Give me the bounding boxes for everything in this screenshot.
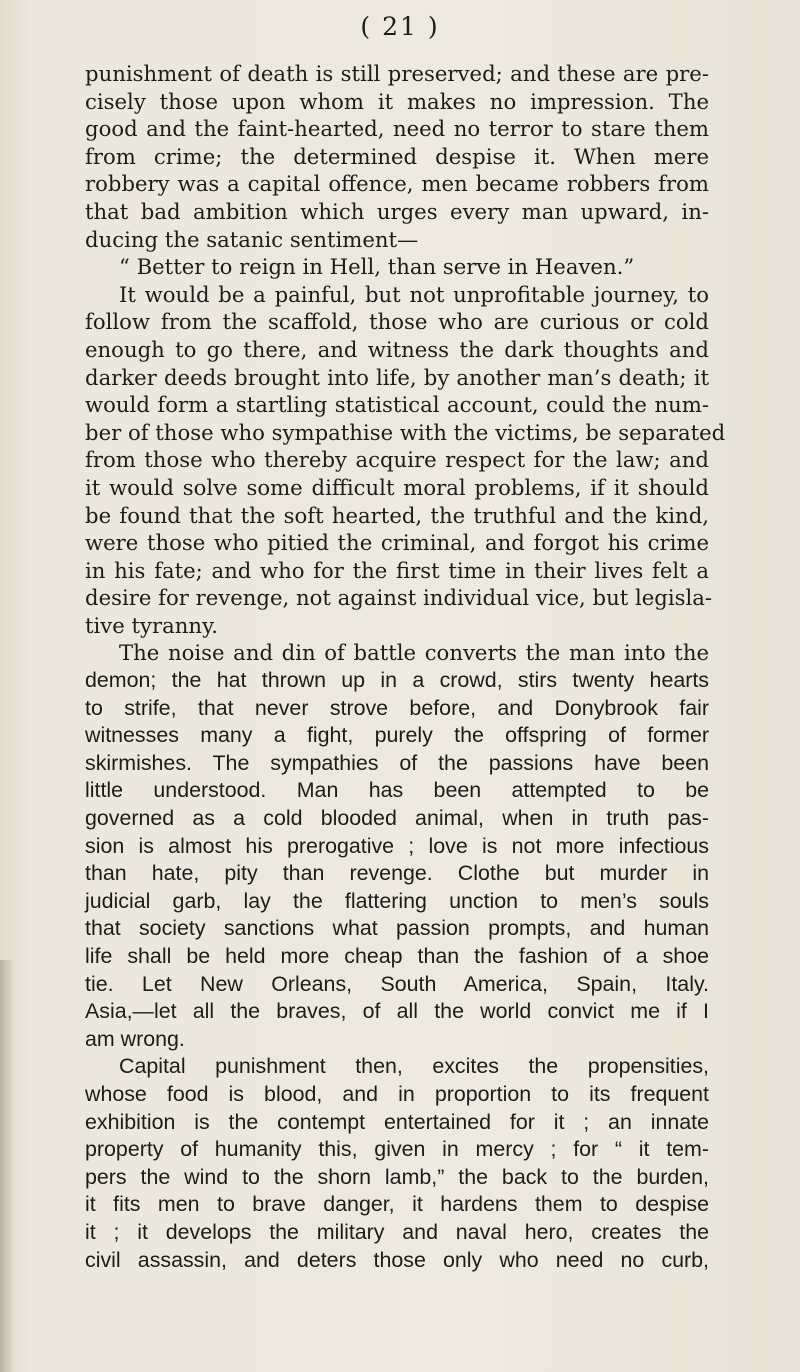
text-line: exhibition is the contempt entertained for it ; an innate — [85, 1109, 709, 1134]
text-line: it ; it develops the military and naval hero, creates the — [85, 1219, 709, 1244]
text-line: in his fate; and who for the first time in their lives felt a — [85, 557, 709, 583]
paragraph-start-line: Capital punishment then, excites the propensities, — [119, 1054, 709, 1079]
text-line: sion is almost his prerogative ; love is not more infectious — [85, 833, 709, 858]
text-line: from crime; the determined despise it. When mere — [85, 143, 709, 169]
text-line: desire for revenge, not against individual vice, but legisla- — [85, 585, 713, 611]
text-line: it fits men to brave danger, it hardens them to despise — [85, 1192, 709, 1217]
text-line: follow from the scaffold, those who are curious or cold — [85, 309, 709, 335]
text-line: robbery was a capital offence, men became robbers from — [85, 171, 709, 197]
text-line: enough to go there, and witness the dark thoughts and — [85, 336, 709, 362]
text-line: governed as a cold blooded animal, when in truth pas- — [85, 806, 709, 831]
text-line: that society sanctions what passion prompts, and human — [85, 916, 709, 941]
text-line: little understood. Man has been attempted to be — [85, 778, 709, 803]
body-text — [85, 60, 726, 1274]
text-line: punishment of death is still preserved; and these are pre- — [85, 61, 709, 86]
text-line: life shall be held more cheap than the fashion of a shoe — [85, 944, 709, 968]
text-line: were those who pitied the criminal, and forgot his crime — [85, 530, 709, 556]
text-line: demon; the hat thrown up in a crowd, stirs twenty hearts — [85, 668, 709, 693]
page-number-header: ( 21 ) — [360, 12, 440, 41]
text-line: Asia,—let all the braves, of all the world convict me if I — [85, 999, 709, 1024]
text-line: witnesses many a fight, purely the offspring of former — [85, 723, 709, 748]
text-line: that bad ambition which urges every man upward, in- — [85, 198, 709, 224]
text-line: civil assassin, and deters those only who need no curb, — [85, 1247, 709, 1272]
paragraph-start-line: It would be a painful, but not unprofitable journey, to — [119, 281, 709, 307]
text-line: it would solve some difficult moral problems, if it should — [85, 474, 709, 500]
text-line: skirmishes. The sympathies of the passions have been — [85, 750, 709, 775]
text-line: tie. Let New Orleans, South America, Spain, Italy. — [85, 971, 709, 996]
text-line: to strife, that never strove before, and Donybrook fair — [85, 695, 709, 720]
text-line: ber of those who sympathise with the victims, be separated — [85, 419, 726, 445]
text-line: am wrong. — [85, 1026, 185, 1051]
text-line: tive tyranny. — [85, 612, 218, 638]
text-line: good and the faint-hearted, need no terror to stare them — [85, 116, 709, 142]
page-binding-edge — [0, 960, 14, 1372]
text-line: pers the wind to the shorn lamb,” the back to the burden, — [85, 1164, 709, 1189]
text-line: property of humanity this, given in mercy ; for “ it tem- — [85, 1137, 709, 1162]
text-line: from those who thereby acquire respect for the law; and — [85, 447, 709, 473]
text-line: judicial garb, lay the flattering unction to men’s souls — [85, 888, 709, 913]
text-line: whose food is blood, and in proportion to its frequent — [85, 1081, 709, 1106]
text-line: than hate, pity than revenge. Clothe but murder in — [85, 861, 709, 886]
text-line: cisely those upon whom it makes no impression. The — [85, 88, 709, 114]
text-line: darker deeds brought into life, by another man’s death; it — [85, 364, 709, 390]
paragraph-start-line: The noise and din of battle converts the man into the — [119, 640, 709, 666]
text-line: be found that the soft hearted, the truthful and the kind, — [85, 502, 709, 528]
text-line: ducing the satanic sentiment— — [85, 226, 419, 252]
text-line: would form a startling statistical account, could the num- — [85, 392, 709, 418]
quotation-line: “ Better to reign in Hell, than serve in Heaven.” — [119, 254, 635, 280]
